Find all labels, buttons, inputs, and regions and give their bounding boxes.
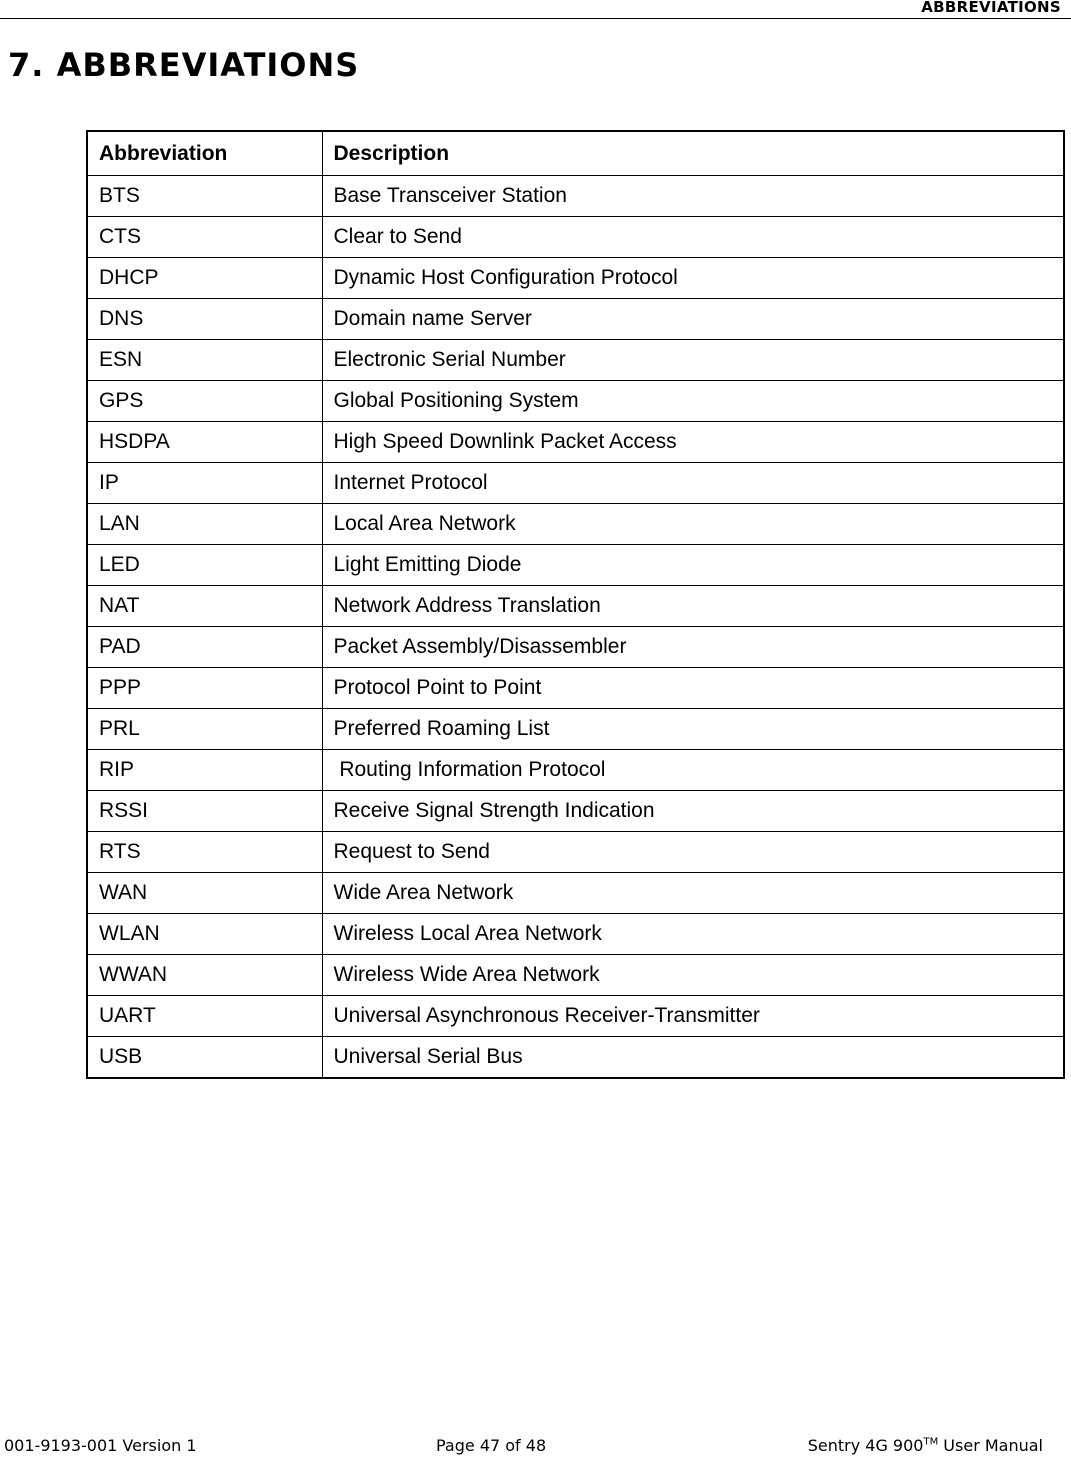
table-row [87,299,1064,340]
abbreviation-cell: UART [87,996,322,1037]
column-header-abbreviation: Abbreviation [87,131,322,176]
description-cell: Universal Serial Bus [322,1037,1064,1079]
description-cell: Routing Information Protocol [322,750,1064,791]
footer-product-suffix: User Manual [938,1436,1043,1455]
abbreviation-cell: PRL [87,709,322,750]
table-row [87,955,1064,996]
abbreviation-cell: PAD [87,627,322,668]
table-header-row [87,131,1064,176]
table-row [87,914,1064,955]
description-cell: Protocol Point to Point [322,668,1064,709]
description-cell: Wireless Wide Area Network [322,955,1064,996]
table-row [87,627,1064,668]
abbreviation-cell: WAN [87,873,322,914]
table-row [87,750,1064,791]
abbreviation-cell: RSSI [87,791,322,832]
table-row [87,422,1064,463]
table-row [87,176,1064,217]
description-cell: Wireless Local Area Network [322,914,1064,955]
table-body [87,176,1064,1079]
table-row [87,258,1064,299]
description-cell: Preferred Roaming List [322,709,1064,750]
description-cell: Request to Send [322,832,1064,873]
footer-product-name: Sentry 4G 900 [807,1436,924,1455]
abbreviation-cell: IP [87,463,322,504]
abbreviation-cell: DNS [87,299,322,340]
abbreviation-cell: GPS [87,381,322,422]
abbreviation-cell: PPP [87,668,322,709]
table-row [87,586,1064,627]
description-cell: Receive Signal Strength Indication [322,791,1064,832]
description-cell: Light Emitting Diode [322,545,1064,586]
description-cell: Dynamic Host Configuration Protocol [322,258,1064,299]
footer-doc-number: 001-9193-001 Version 1 [4,1436,197,1455]
description-cell: Base Transceiver Station [322,176,1064,217]
abbreviation-cell: USB [87,1037,322,1079]
abbreviation-cell: DHCP [87,258,322,299]
table-row [87,545,1064,586]
table-row [87,217,1064,258]
table-row [87,709,1064,750]
abbreviation-cell: NAT [87,586,322,627]
table-row [87,832,1064,873]
description-cell: Universal Asynchronous Receiver-Transmitter [322,996,1064,1037]
table-row [87,668,1064,709]
abbreviation-cell: WWAN [87,955,322,996]
abbreviation-cell: CTS [87,217,322,258]
abbreviations-table [86,130,1065,1079]
footer-product [808,1436,1043,1455]
running-header-title: ABBREVIATIONS [921,0,1061,16]
abbreviation-cell: WLAN [87,914,322,955]
description-cell: Local Area Network [322,504,1064,545]
table-row [87,1037,1064,1079]
abbreviation-cell: LED [87,545,322,586]
footer-page-number: Page 47 of 48 [436,1436,547,1455]
column-header-description: Description [322,131,1064,176]
running-header [0,0,1071,19]
table-row [87,381,1064,422]
abbreviation-cell: BTS [87,176,322,217]
abbreviation-cell: LAN [87,504,322,545]
table-row [87,340,1064,381]
table-row [87,996,1064,1037]
abbreviation-cell: HSDPA [87,422,322,463]
abbreviation-cell: ESN [87,340,322,381]
page-footer [0,1436,1071,1458]
description-cell: Internet Protocol [322,463,1064,504]
description-cell: High Speed Downlink Packet Access [322,422,1064,463]
description-cell: Clear to Send [322,217,1064,258]
abbreviation-cell: RIP [87,750,322,791]
trademark-mark: TM [923,1436,939,1448]
description-cell: Network Address Translation [322,586,1064,627]
table-row [87,791,1064,832]
abbreviation-cell: RTS [87,832,322,873]
description-cell: Packet Assembly/Disassembler [322,627,1064,668]
table-row [87,463,1064,504]
table-row [87,873,1064,914]
description-cell: Wide Area Network [322,873,1064,914]
description-cell: Domain name Server [322,299,1064,340]
description-cell: Global Positioning System [322,381,1064,422]
section-title: 7. ABBREVIATIONS [8,46,360,84]
description-cell: Electronic Serial Number [322,340,1064,381]
table-row [87,504,1064,545]
